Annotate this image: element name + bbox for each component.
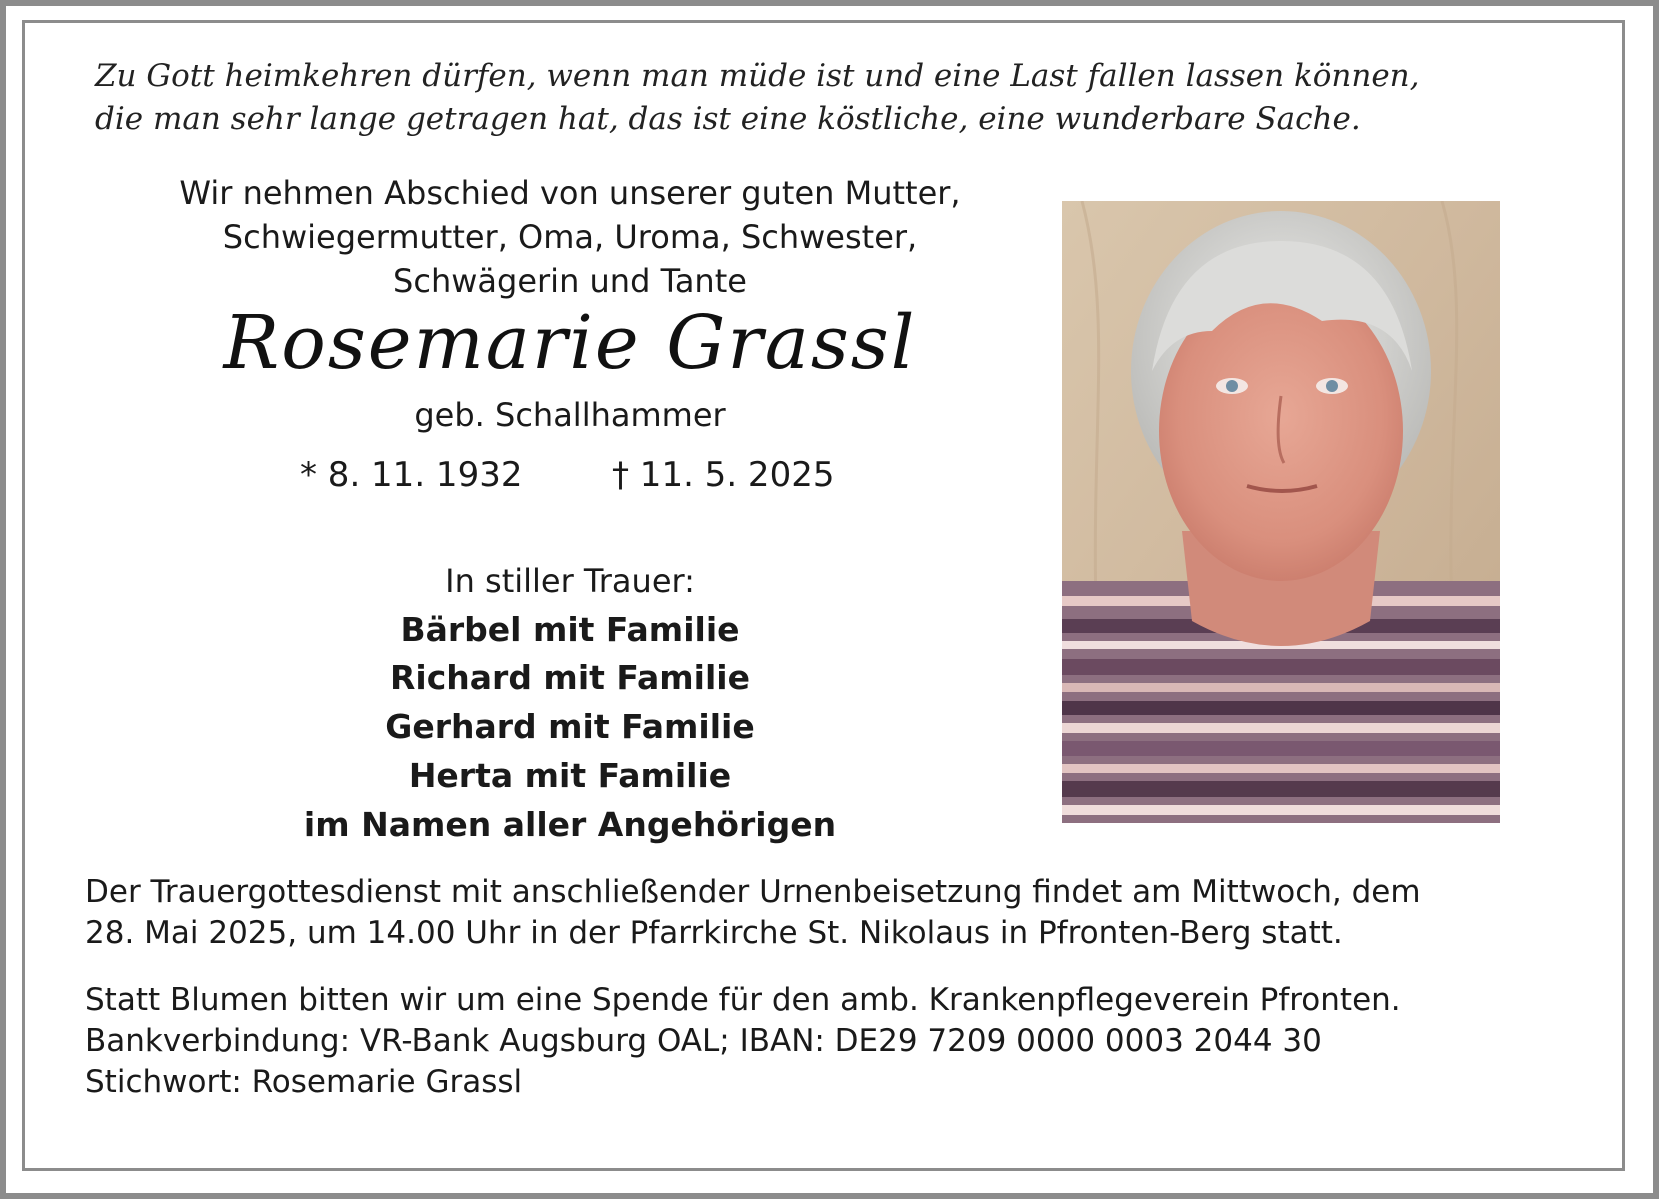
service-line-2: 28. Mai 2025, um 14.00 Uhr in der Pfarrkirche St. Nikolaus in Pfronten-Berg statt. bbox=[85, 915, 1343, 951]
donation-line-1: Statt Blumen bitten wir um eine Spende für den amb. Krankenpflegeverein Pfronten. bbox=[85, 982, 1401, 1018]
mourner-item: Bärbel mit Familie bbox=[400, 610, 740, 649]
birth-date: * 8. 11. 1932 bbox=[300, 455, 523, 495]
deceased-name: Rosemarie Grassl bbox=[223, 300, 917, 386]
death-date: † 11. 5. 2025 bbox=[612, 455, 835, 495]
mourning-heading: In stiller Trauer: bbox=[445, 562, 695, 600]
mourner-item: Herta mit Familie bbox=[408, 756, 732, 795]
birth-name: geb. Schallhammer bbox=[414, 396, 726, 434]
mourner-item: im Namen aller Angehörigen bbox=[303, 805, 837, 844]
portrait-illustration bbox=[1062, 201, 1500, 823]
intro-line-3: Schwägerin und Tante bbox=[393, 262, 747, 300]
donation-line-3: Stichwort: Rosemarie Grassl bbox=[85, 1064, 523, 1100]
intro-line-2: Schwiegermutter, Oma, Uroma, Schwester, bbox=[222, 218, 918, 256]
mourner-item: Richard mit Familie bbox=[390, 658, 750, 697]
quote-line-2: die man sehr lange getragen hat, das ist eine köstliche, eine wunderbare Sache. bbox=[95, 101, 1361, 137]
portrait-photo bbox=[1062, 201, 1500, 823]
mourner-item: Gerhard mit Familie bbox=[385, 707, 755, 746]
intro-line-1: Wir nehmen Abschied von unserer guten Mutter, bbox=[179, 174, 961, 212]
service-line-1: Der Trauergottesdienst mit anschließender Urnenbeisetzung findet am Mittwoch, dem bbox=[85, 874, 1421, 910]
quote-line-1: Zu Gott heimkehren dürfen, wenn man müde ist und eine Last fallen lassen können, bbox=[95, 58, 1420, 94]
donation-line-2: Bankverbindung: VR-Bank Augsburg OAL; IBAN: DE29 7209 0000 0003 2044 30 bbox=[85, 1023, 1322, 1059]
